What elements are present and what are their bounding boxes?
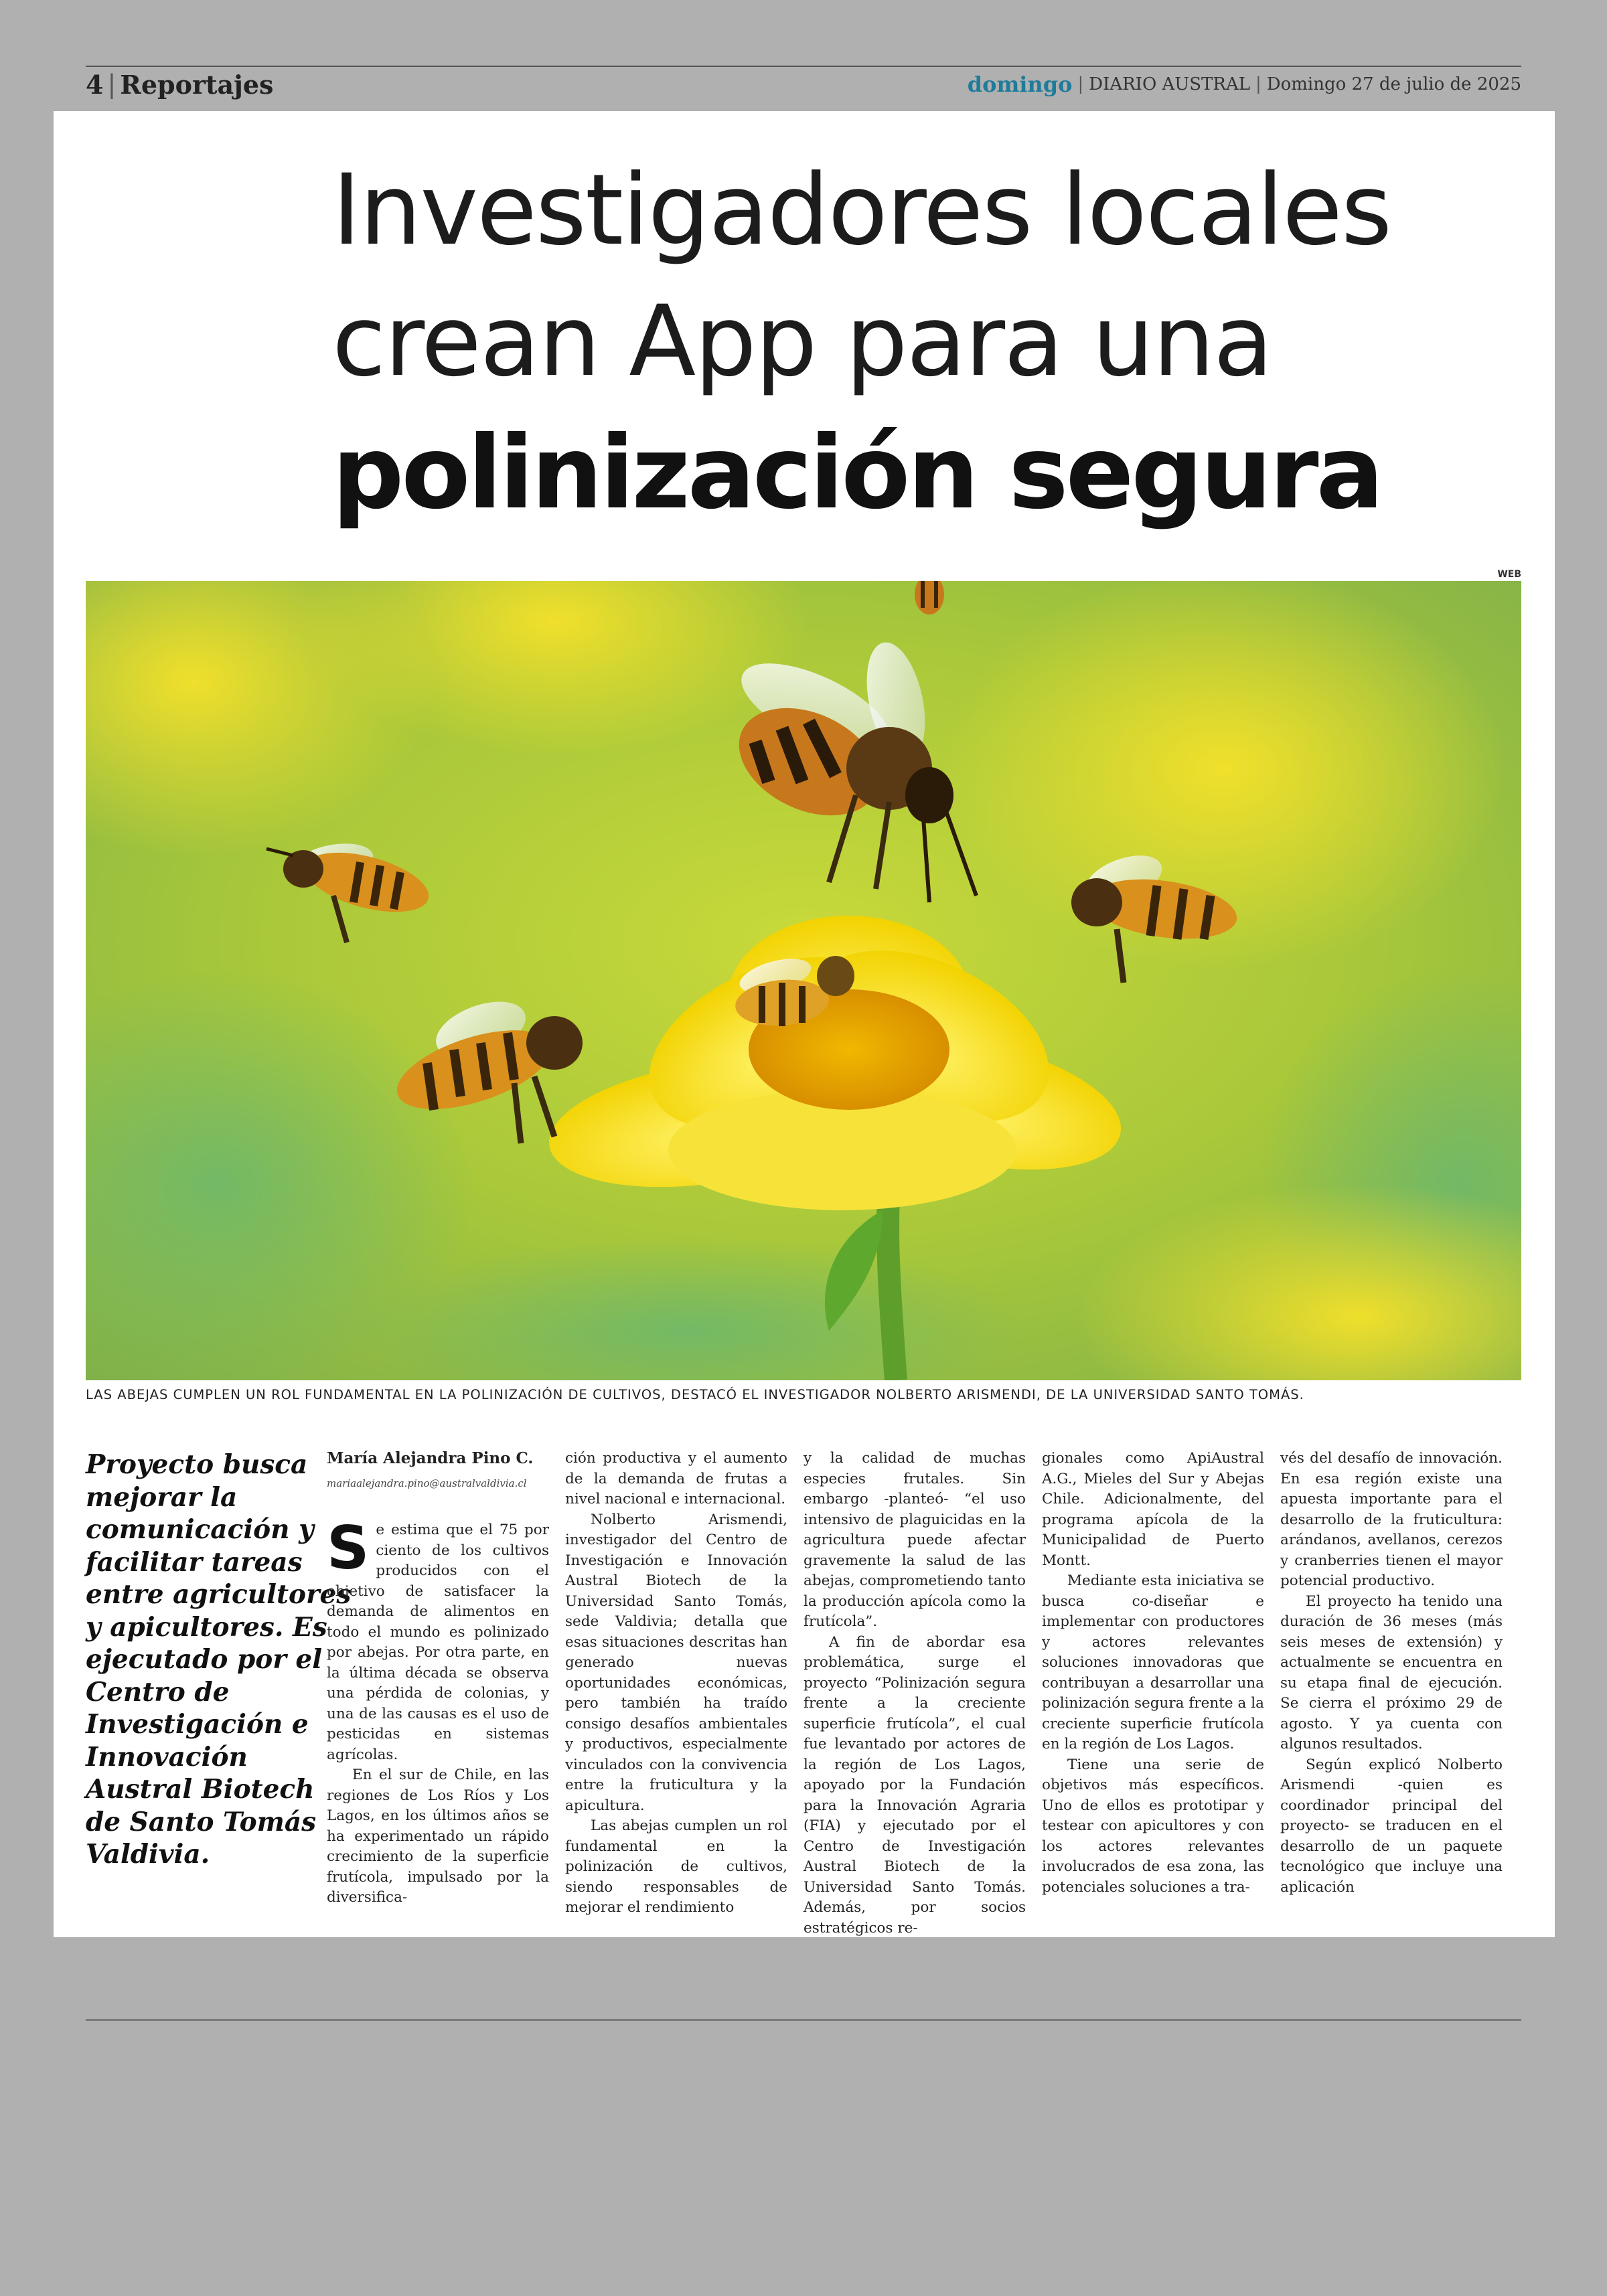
author-name: María Alejandra Pino C. [327, 1449, 534, 1467]
article-body [327, 1449, 1523, 1939]
bee-illustration [86, 581, 1521, 1380]
publication-info [968, 72, 1521, 97]
column-5 [1280, 1449, 1503, 1939]
section-name: Reportajes [120, 69, 274, 100]
column-4 [1042, 1449, 1264, 1939]
separator: | [1077, 74, 1084, 94]
separator: | [107, 70, 117, 99]
paragraph: y la calidad de muchas especies frutales. Sin embargo -planteó- “el uso intensivo de plaguicidas en la agricultura puede afectar gravemente la salud de las abejas, comprometiendo tanto la producción apícola como la frutícola”. [804, 1450, 1026, 1630]
section-label [86, 70, 273, 100]
paragraph [327, 1513, 549, 1765]
headline [332, 145, 1484, 540]
author-email[interactable]: mariaalejandra.pino@australvaldivia.cl [327, 1477, 527, 1489]
paragraph: A fin de abordar esa problemática, surge el proyecto “Polinización segura frente a la creciente superficie frutícola”, el cual fue levantado por actores de la región de Los Lagos, apoyado por la Fundación para la Innovación Agraria (FIA) y ejecutado por el Centro de Investigación Austral Biotech de la Universidad Santo Tomás. Además, por socios estratégicos re- [804, 1633, 1026, 1937]
photo-caption: LAS ABEJAS CUMPLEN UN ROL FUNDAMENTAL EN LA POLINIZACIÓN DE CULTIVOS, DESTACÓ EL INVESTIGADOR NOLBERTO ARISMENDI, DE LA UNIVERSIDAD SANTO TOMÁS. [86, 1387, 1304, 1402]
column-3 [804, 1449, 1026, 1939]
issue-date: Domingo 27 de julio de 2025 [1266, 74, 1521, 94]
paragraph: Las abejas cumplen un rol fundamental en la polinización de cultivos, siendo responsables de mejorar el rendimiento [565, 1817, 787, 1916]
bee-photo [86, 581, 1521, 1380]
paragraph-text: e estima que el 75 por ciento de los cultivos producidos con el objetivo de satisfacer la demanda de alimentos en todo el mundo es polinizado por abejas. Por otra parte, en la última década se observa una pérdida de colonias, y una de las causas es el uso de pesticidas en sistemas agrícolas. [327, 1522, 549, 1763]
paragraph: gionales como ApiAustral A.G., Mieles del Sur y Abejas Chile. Adicionalmente, del programa apícola de la Municipalidad de Puerto Montt. [1042, 1450, 1264, 1569]
column-2 [565, 1449, 787, 1939]
page-number: 4 [86, 69, 104, 100]
drop-cap: S [327, 1513, 370, 1582]
separator: | [1255, 74, 1261, 94]
headline-line-3: polinización segura [332, 415, 1381, 531]
paragraph: Según explicó Nolberto Arismendi -quien es coordinador principal del proyecto- se traducen en el desarrollo de un paquete tecnológico que incluye una aplicación [1280, 1756, 1503, 1896]
paragraph: Tiene una serie de objetivos más específicos. Uno de ellos es prototipar y testear con apicultores y con los actores relevantes involucrados de esa zona, las potenciales soluciones a tra- [1042, 1756, 1264, 1896]
newspaper-name: DIARIO AUSTRAL [1089, 74, 1250, 94]
paragraph: El proyecto ha tenido una duración de 36 meses (más seis meses de extensión) y actualmente se encuentra en su etapa final de ejecución. Se cierra el próximo 29 de agosto. Y ya cuenta con algunos resultados. [1280, 1592, 1503, 1752]
paragraph: vés del desafío de innovación. En esa región existe una apuesta importante para el desarrollo de la fruticultura: arándanos, avellanos, cerezos y cranberries tienen el mayor potencial productivo. [1280, 1450, 1503, 1589]
page-header [86, 67, 1521, 102]
paragraph: Mediante esta iniciativa se busca co-diseñar e implementar con productores y actores relevantes soluciones innovadoras que contribuyan a desarrollar una polinización segura frente a la creciente superficie frutícola en la región de Los Lagos. [1042, 1572, 1264, 1752]
article-panel [54, 111, 1555, 1937]
photo-credit: WEB [1497, 569, 1521, 580]
headline-line-2: crean App para una [332, 284, 1272, 398]
paragraph: ción productiva y el aumento de la demanda de frutas a nivel nacional e internacional. [565, 1450, 787, 1507]
headline-line-1: Investigadores locales [332, 153, 1391, 267]
brand-name: domingo [967, 72, 1073, 97]
bottom-rule [86, 2019, 1521, 2021]
lede: Proyecto busca mejorar la comunicación y facilitar tareas entre agricultores y apicultores. Es ejecutado por el Centro de Investigación e Innovación Austral Biotech de Santo Tomás Valdivia. [86, 1449, 352, 1870]
paragraph: Nolberto Arismendi, investigador del Centro de Investigación e Innovación Austral Biotech de la Universidad Santo Tomás, sede Valdivia; detalla que esas situaciones descritas han generado nuevas oportunidades económicas, pero también ha traído consigo desafíos ambientales y productivos, especialmente vinculados con la convivencia entre la fruticultura y la apicultura. [565, 1511, 787, 1814]
column-1 [327, 1449, 549, 1939]
paragraph: En el sur de Chile, en las regiones de Los Ríos y Los Lagos, en los últimos años se ha experimentado un rápido crecimiento de la superficie frutícola, impulsado por la diversifica- [327, 1767, 549, 1906]
